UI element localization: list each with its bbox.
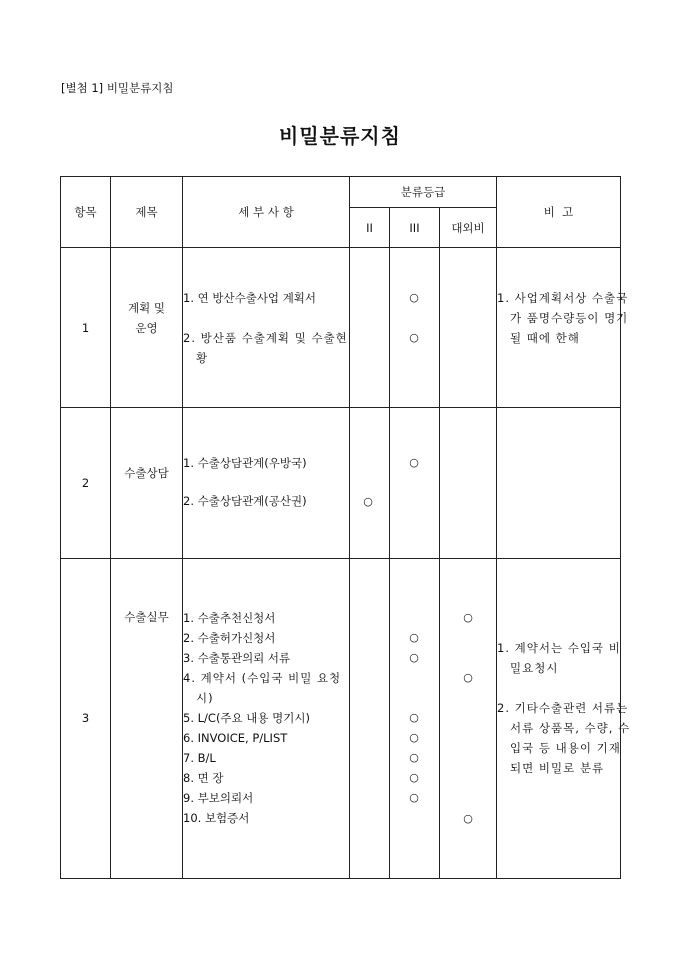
attachment-label: [별첨 1] 비밀분류지침 — [61, 81, 174, 95]
row-3-item-1-external-mark: ○ — [463, 611, 473, 624]
row-2-number: 2 — [81, 476, 90, 490]
row-1-subject-line1: 계획 및 — [128, 301, 165, 315]
row-2-subject: 수출상담 — [124, 466, 169, 480]
row-1-item-1-grade-iii-mark: ○ — [409, 291, 419, 304]
header-details: 세 부 사 항 — [238, 205, 294, 219]
row-3-remarks-2: 2. 기타수출관련 서류는 서류 상품목, 수량, 수입국 등 내용이 기재되면 비밀로 분류 — [497, 701, 631, 775]
row-3-item-7: 7. B/L — [183, 751, 216, 765]
header-subject: 제목 — [135, 205, 158, 219]
row-3-subject: 수출실무 — [124, 610, 169, 624]
row-1-subject-line2: 운영 — [135, 321, 158, 335]
row-3-remarks-1: 1. 계약서는 수입국 비밀요청시 — [497, 641, 621, 675]
row-3-item-8-grade-iii-mark: ○ — [409, 771, 419, 784]
row-2-item-1-grade-iii-mark: ○ — [409, 456, 419, 469]
row-3-item-6: 6. INVOICE, P/LIST — [183, 731, 288, 745]
row-3-item-10: 10. 보험증서 — [183, 811, 250, 825]
row-3-item-5-grade-iii-mark: ○ — [409, 711, 419, 724]
row-3-item-9: 9. 부보의뢰서 — [183, 791, 254, 805]
header-classification-grade: 분류등급 — [400, 185, 446, 199]
header-remarks: 비 고 — [543, 205, 574, 219]
row-3-item-1: 1. 수출추천신청서 — [183, 611, 276, 625]
row-2-item-2-grade-ii-mark: ○ — [363, 495, 373, 508]
header-grade-ii: II — [366, 221, 373, 235]
row-1-remarks: 1. 사업계획서상 수출국가 품명수량등이 명기될 때에 한해 — [497, 291, 629, 345]
row-1-number: 1 — [81, 321, 90, 335]
row-3-item-5: 5. L/C(주요 내용 명기시) — [183, 711, 310, 725]
row-3-item-9-grade-iii-mark: ○ — [409, 791, 419, 804]
row-3-item-8: 8. 면 장 — [183, 771, 224, 785]
row-2-item-2: 2. 수출상담관계(공산권) — [183, 494, 307, 508]
header-item: 항목 — [74, 205, 97, 219]
row-1-item-2-grade-iii-mark: ○ — [409, 331, 419, 344]
header-grade-external: 대외비 — [451, 221, 485, 235]
row-3-item-4-external-mark: ○ — [463, 671, 473, 684]
row-3-item-2: 2. 수출허가신청서 — [183, 631, 276, 645]
row-1-item-2: 2. 방산품 수출계획 및 수출현황 — [183, 331, 348, 365]
row-3-item-6-grade-iii-mark: ○ — [409, 731, 419, 744]
row-1-item-1: 1. 연 방산수출사업 계획서 — [183, 291, 317, 305]
row-3-item-4: 4. 계약서 (수입국 비밀 요청시) — [183, 671, 342, 705]
row-3-item-2-grade-iii-mark: ○ — [409, 631, 419, 644]
row-3-item-10-external-mark: ○ — [463, 812, 473, 825]
row-3-number: 3 — [81, 711, 90, 725]
row-3-item-3: 3. 수출통관의뢰 서류 — [183, 651, 291, 665]
row-3-item-7-grade-iii-mark: ○ — [409, 751, 419, 764]
row-3-item-3-grade-iii-mark: ○ — [409, 651, 419, 664]
header-grade-iii: III — [409, 221, 420, 235]
document-title: 비밀분류지침 — [279, 124, 401, 148]
row-2-item-1: 1. 수출상담관계(우방국) — [183, 456, 307, 470]
